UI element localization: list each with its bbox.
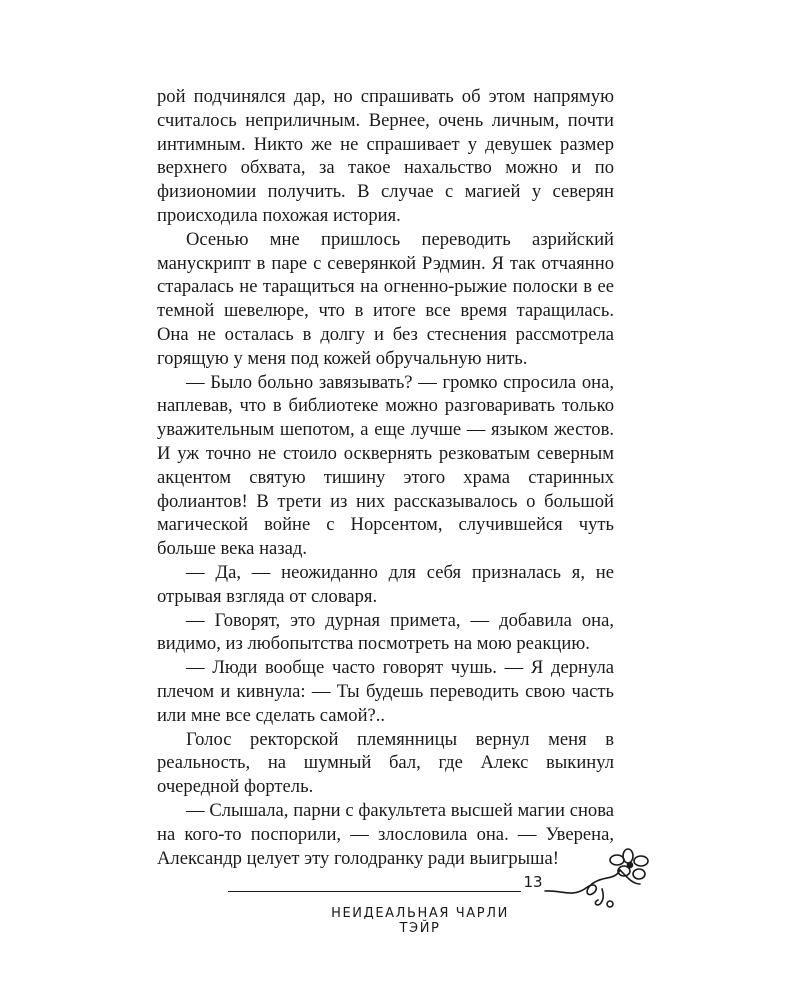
- paragraph-4: — Да, — неожиданно для себя призналась я, не отрывая взгляда от словаря.: [157, 561, 614, 607]
- paragraph-8: — Слышала, парни с факультета высшей магии снова на кого-то поспорили, — злословила она. — Уверена, Александр целует эту голодранку ради выигрыша!: [157, 799, 614, 869]
- paragraph-7: Голос ректорской племянницы вернул меня в реальность, на шумный бал, где Алекс выкинул очередной фортель.: [157, 728, 614, 798]
- paragraph-6: — Люди вообще часто говорят чушь. — Я дернула плечом и кивнула: — Ты будешь переводить свою часть или мне все сделать самой?..: [157, 657, 614, 726]
- running-title: НЕИДЕАЛЬНАЯ ЧАРЛИ ТЭЙР: [331, 906, 509, 936]
- paragraph-3: — Было больно завязывать? — громко спросила она, наплевав, что в библиотеке можно разговаривать только уважительным шепотом, а еще лучше — языком жестов. И уж точно не стоило осквернять резковатым северным акцентом святую тишину этого храма старинных фолиантов! В трети из них рассказывалось о большой магической войне с Норсентом, случившейся чуть больше века назад.: [157, 371, 614, 560]
- flower-icon: [500, 840, 650, 920]
- page-number: 13: [523, 873, 543, 891]
- paragraph-5: — Говорят, это дурная примета, — добавила она, видимо, из любопытства посмотреть на мою реакцию.: [157, 609, 614, 655]
- paragraph-2: Осенью мне пришлось переводить азрийский манускрипт в паре с северянкой Рэдмин. Я так отчаянно старалась не таращиться на огненно-рыжие полоски в ее темной шевелюре, что в итоге все время таращилась. Она не осталась в долгу и без стеснения рассмотрела горящую у меня под кожей обручальную нить.: [157, 228, 614, 369]
- paragraph-1: рой подчинялся дар, но спрашивать об этом напрямую считалось неприличным. Вернее, очень личным, почти интимным. Никто же не спрашивает у девушек размер верхнего обхвата, за такое нахальство можно и по физиономии получить. В случае с магией у северян происходила похожая история.: [157, 86, 614, 226]
- body-text: [157, 85, 614, 870]
- footer-rule: [228, 891, 521, 892]
